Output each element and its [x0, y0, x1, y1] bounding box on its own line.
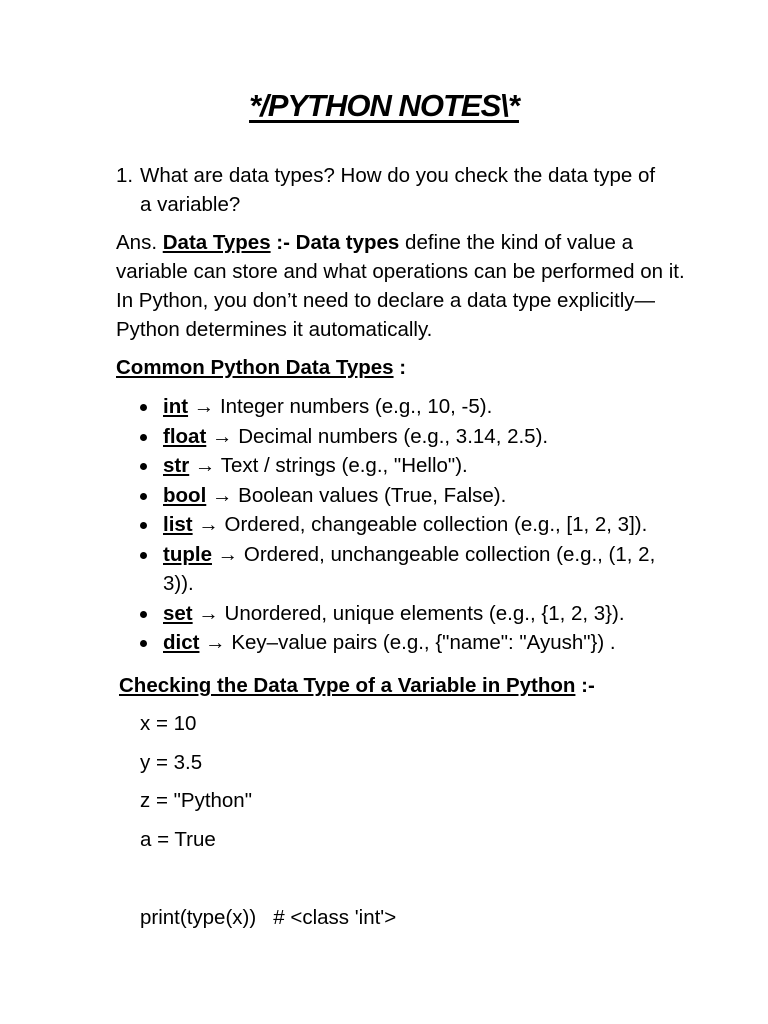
list-item — [140, 510, 680, 540]
answer-term: Data Types — [162, 231, 271, 254]
question-line-1: What are data types? How do you check the data type of — [140, 164, 656, 187]
bullet-icon — [140, 493, 147, 500]
type-name: set — [163, 601, 193, 625]
list-item — [140, 451, 680, 481]
answer-prefix: Ans. — [116, 231, 158, 254]
answer-paragraph — [116, 228, 686, 344]
type-desc: Key–value pairs (e.g., {"name": "Ayush"}) . — [231, 631, 616, 654]
bullet-icon — [140, 522, 147, 529]
bullet-icon — [140, 404, 147, 411]
arrow-icon: → — [198, 513, 219, 536]
section-heading-suffix: :- — [575, 674, 595, 697]
section-heading-common-types — [116, 353, 406, 382]
section-heading-suffix: : — [393, 356, 407, 379]
list-item — [140, 599, 680, 629]
type-desc: Integer numbers (e.g., 10, -5). — [219, 395, 493, 418]
list-item — [140, 392, 680, 422]
code-line: x = 10 — [140, 712, 197, 735]
question-line-2: a variable? — [140, 193, 241, 216]
list-item — [140, 481, 680, 511]
code-line: print(type(x)) # <class 'int'> — [140, 906, 397, 929]
type-desc: Ordered, unchangeable collection (e.g., (1, 2, 3)). — [163, 542, 656, 595]
bullet-icon — [140, 640, 147, 647]
answer-separator: :- — [270, 231, 290, 254]
type-name: list — [163, 513, 193, 536]
type-desc: Text / strings (e.g., "Hello"). — [220, 454, 468, 477]
bullet-icon — [140, 611, 147, 618]
type-name: str — [163, 454, 190, 477]
arrow-icon: → — [194, 454, 216, 477]
answer-text: define the kind of value a variable can store and what operations can be performed on it. In Python, you don’t need to declare a data type explicitly—Python determines it automatically. — [116, 231, 685, 341]
question-1 — [116, 161, 686, 219]
type-desc: Unordered, unique elements (e.g., {1, 2, 3}). — [224, 601, 625, 625]
arrow-icon: → — [198, 601, 219, 625]
code-line: z = "Python" — [140, 789, 252, 812]
bullet-icon — [140, 463, 147, 470]
code-line: a = True — [140, 828, 216, 851]
list-item — [140, 540, 680, 599]
type-desc: Boolean values (True, False). — [238, 483, 507, 507]
data-types-list — [140, 392, 680, 658]
bullet-icon — [140, 434, 147, 441]
code-line: y = 3.5 — [140, 751, 203, 774]
page-title: */PYTHON NOTES\* — [249, 88, 519, 123]
type-desc: Decimal numbers (e.g., 3.14, 2.5). — [238, 424, 549, 448]
type-name: int — [163, 395, 189, 418]
type-name: tuple — [163, 542, 212, 566]
section-heading-checking-type — [119, 671, 595, 700]
answer-term-2: Data types — [295, 231, 400, 254]
type-desc: Ordered, changeable collection (e.g., [1, 2, 3]). — [224, 513, 648, 536]
type-name: dict — [163, 631, 200, 654]
list-item — [140, 628, 680, 658]
arrow-icon: → — [193, 395, 215, 418]
type-name: float — [163, 424, 207, 448]
arrow-icon: → — [211, 483, 233, 507]
question-number: 1. — [116, 164, 134, 187]
type-name: bool — [163, 483, 207, 507]
arrow-icon: → — [217, 542, 239, 566]
bullet-icon — [140, 552, 147, 559]
list-item — [140, 422, 680, 452]
arrow-icon: → — [211, 424, 233, 448]
arrow-icon: → — [205, 631, 226, 654]
section-heading-text: Common Python Data Types — [116, 356, 394, 379]
section-heading-text: Checking the Data Type of a Variable in Python — [119, 674, 576, 697]
